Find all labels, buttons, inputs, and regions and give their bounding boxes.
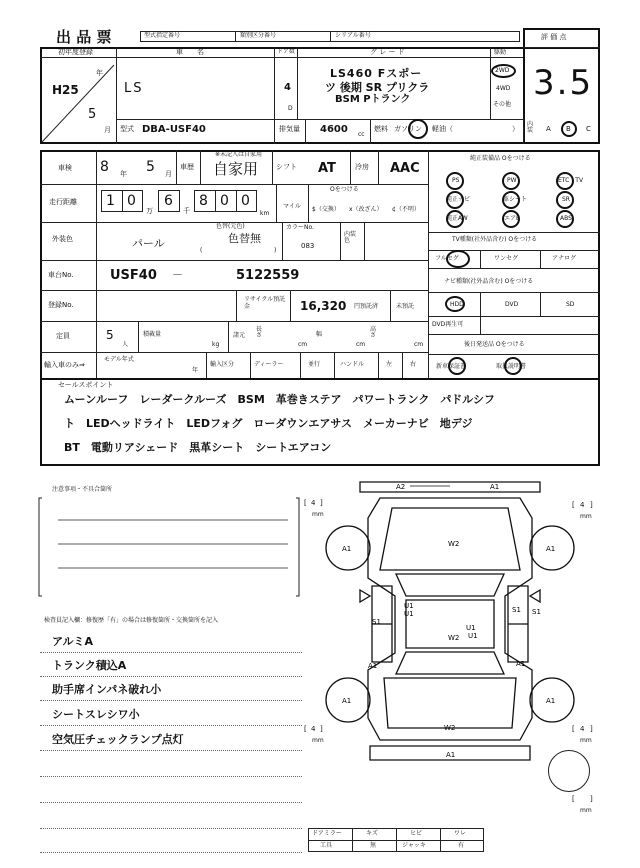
nav-hdd: HDD bbox=[450, 301, 464, 308]
car-name: LS bbox=[124, 81, 144, 96]
tread-rr: 4 bbox=[580, 725, 585, 733]
color-change-value: 色替無 bbox=[228, 232, 261, 245]
drive-4wd: 4WD bbox=[496, 85, 511, 92]
post-title: 後日発送品 Oをつける bbox=[464, 341, 525, 348]
chassis-dash: － bbox=[172, 268, 183, 281]
sales-points-label: セールスポイント bbox=[58, 381, 114, 389]
mileage-digit-4: 8 bbox=[199, 193, 208, 209]
genuine-title: 純正装備品 Oをつける bbox=[470, 155, 531, 162]
legend-crack: ヒビ bbox=[410, 830, 423, 837]
tv-title: TV種類(社外品含む) Oをつける bbox=[452, 236, 538, 243]
grade-line-3: BSM Pトランク bbox=[335, 94, 411, 105]
capacity-value: 5 bbox=[106, 328, 114, 342]
mile-label: マイル bbox=[283, 203, 301, 210]
name-label: 車 名 bbox=[176, 48, 204, 56]
first-reg-era: H25 bbox=[52, 83, 79, 97]
grade-line-2: ツ 後期 SR プリクラ bbox=[325, 81, 430, 94]
model-year-unit: 年 bbox=[192, 367, 199, 374]
note-3: 助手席インパネ破れ小 bbox=[52, 683, 162, 696]
mark-w2-trunk: W2 bbox=[444, 724, 456, 732]
model-type: DBA-USF40 bbox=[142, 124, 206, 135]
mark-w2-roof: W2 bbox=[448, 634, 460, 642]
color-value: パール bbox=[132, 237, 165, 250]
mile-option-tampered: x（改ざん） bbox=[349, 206, 383, 213]
interior-color-label: 内装色 bbox=[344, 231, 357, 244]
note-4: シートスレシワ小 bbox=[52, 708, 140, 721]
chassis-prefix: USF40 bbox=[110, 268, 157, 283]
displacement-label: 排気量 bbox=[279, 125, 300, 133]
equip-navi: 純正ナビ bbox=[446, 196, 471, 203]
color-no-value: 083 bbox=[301, 242, 315, 250]
tread-fr: 4 bbox=[580, 501, 585, 509]
fuel-circle bbox=[408, 119, 428, 139]
doors-label: ドア数 bbox=[277, 48, 295, 55]
equip-etc-tv: ETC・TV bbox=[558, 177, 584, 184]
tread-rl-mm: mm bbox=[312, 737, 324, 744]
serial-label: シリアル番号 bbox=[335, 32, 371, 39]
note-5: 空気圧チェックランプ点灯 bbox=[52, 733, 184, 746]
legend-tools-none: 無 bbox=[370, 842, 377, 849]
height-label: 高さ bbox=[370, 326, 377, 339]
equip-ps: PS bbox=[452, 177, 460, 184]
legend-jack-yes: 有 bbox=[458, 842, 465, 849]
tv-oneseg: ワンセグ bbox=[494, 255, 519, 262]
mark-s1-right-a: S1 bbox=[512, 606, 521, 614]
inspector-label: 検査員記入欄：修復歴「有」の場合は修復箇所・交換箇所を記入 bbox=[44, 617, 219, 624]
doors-unit: D bbox=[288, 105, 293, 112]
month-label: 月 bbox=[104, 126, 111, 134]
first-reg-month: 5 bbox=[88, 107, 97, 122]
len-label: 長さ bbox=[256, 326, 263, 339]
shaken-month: 5 bbox=[146, 159, 155, 175]
diesel-label: 軽油（ bbox=[432, 125, 453, 133]
mark-u1-a: U1 bbox=[404, 602, 414, 610]
model-designation-label: 型式指定番号 bbox=[144, 32, 181, 39]
drive-2wd: 2WD bbox=[495, 67, 510, 74]
legend-scratch: キズ bbox=[366, 830, 378, 837]
interior-b-circle bbox=[561, 121, 577, 137]
color-change-label: 色替(元色) bbox=[216, 223, 245, 230]
color-label: 外装色 bbox=[52, 235, 73, 243]
equip-pw: PW bbox=[507, 177, 517, 184]
mileage-digit-5: 0 bbox=[220, 193, 229, 209]
equip-airbag: エアB bbox=[504, 215, 521, 222]
import-right: 右 bbox=[410, 361, 417, 368]
model-year-label: モデル年式 bbox=[104, 356, 134, 363]
height-cm: cm bbox=[414, 341, 424, 348]
recycle-label: リサイクル預託金 bbox=[244, 296, 286, 311]
strike-line bbox=[40, 57, 116, 144]
ac-value: AAC bbox=[390, 161, 420, 176]
load-kg: kg bbox=[212, 341, 220, 348]
mark-a1-rl-wheel: A1 bbox=[342, 697, 352, 705]
interior-b: B bbox=[566, 125, 571, 133]
mark-a1-left-rear: A1 bbox=[368, 662, 378, 670]
equip-leather: 革シート bbox=[503, 196, 528, 203]
tread-fl-mm: mm bbox=[312, 511, 324, 518]
mark-w2-hood: W2 bbox=[448, 540, 460, 548]
post-manual: 取扱説明書 bbox=[496, 363, 527, 370]
mile-option-unknown: ¢（不明） bbox=[392, 206, 420, 213]
drive-other: その他 bbox=[493, 101, 512, 108]
capacity-unit: 人 bbox=[122, 341, 129, 348]
displacement: 4600 bbox=[320, 124, 348, 135]
km-unit: km bbox=[260, 210, 270, 217]
nav-sd: SD bbox=[566, 301, 575, 308]
legend-break: ワレ bbox=[454, 830, 467, 837]
width-label: 幅 bbox=[316, 331, 323, 338]
interior-c: C bbox=[586, 125, 591, 133]
recycle-unit: 円預託済 bbox=[354, 303, 379, 310]
mark-a1-right-rear: A1 bbox=[516, 660, 526, 668]
first-reg-label: 初年度登録 bbox=[58, 48, 93, 56]
import-only-label: 輸入車のみ⇒ bbox=[44, 361, 85, 369]
paren-open: ( bbox=[200, 247, 203, 254]
notes-label: 注意事項・不具合箇所 bbox=[52, 486, 113, 493]
history-note: ※未記入は自家用 bbox=[215, 151, 263, 158]
shaken-label: 車検 bbox=[58, 164, 72, 172]
mileage-digit-3: 6 bbox=[164, 193, 173, 209]
capacity-label: 定員 bbox=[56, 332, 70, 340]
chassis-number: 5122559 bbox=[236, 268, 300, 283]
interior-label: 内装 bbox=[527, 121, 534, 134]
cc-unit: cc bbox=[358, 131, 365, 138]
interior-a: A bbox=[546, 125, 551, 133]
ac-label: 冷房 bbox=[355, 163, 369, 171]
import-handle: ハンドル bbox=[340, 361, 365, 368]
sales-line-3: BT 電動リアシェード 黒革シート シートエアコン bbox=[64, 441, 332, 454]
shift-label: シフト bbox=[276, 163, 297, 171]
paren-close: ) bbox=[274, 247, 277, 254]
fuel-label: 燃料 bbox=[374, 125, 388, 133]
chassis-label: 車台No. bbox=[48, 271, 74, 279]
width-cm: cm bbox=[356, 341, 366, 348]
dvd-playable: DVD再生可 bbox=[432, 321, 464, 328]
eval-score: 3.5 bbox=[533, 63, 594, 103]
drive-label: 駆動 bbox=[494, 49, 507, 56]
mileage-label: 走行距離 bbox=[49, 198, 77, 206]
mile-option-exchange: $（交換） bbox=[312, 206, 340, 213]
eval-points-label: 評 価 点 bbox=[541, 33, 567, 41]
len-cm: cm bbox=[298, 341, 308, 348]
mark-u1-d: U1 bbox=[468, 632, 478, 640]
note-1: アルミA bbox=[52, 635, 94, 648]
mark-s1-right-b: S1 bbox=[532, 608, 541, 616]
mark-a1-fr-wheel: A1 bbox=[546, 545, 556, 553]
mile-circle-note: Oをつける bbox=[330, 186, 359, 193]
sen-unit: 千 bbox=[183, 207, 190, 215]
mark-u1-c: U1 bbox=[466, 624, 476, 632]
import-left: 左 bbox=[386, 361, 393, 368]
spare-tire bbox=[548, 750, 590, 792]
legend-tools: 工具 bbox=[320, 842, 333, 849]
nav-title: ナビ種類(社外品含む) Oをつける bbox=[444, 278, 534, 285]
recycle-amount: 16,320 bbox=[300, 299, 347, 313]
shaken-year: 8 bbox=[100, 159, 109, 175]
tread-fr-mm: mm bbox=[580, 513, 592, 520]
diesel-close: ） bbox=[512, 125, 519, 133]
color-no-label: カラーNo. bbox=[286, 224, 314, 231]
tread-rl: 4 bbox=[311, 725, 316, 733]
load-label: 積載量 bbox=[143, 331, 162, 338]
import-parallel: 並行 bbox=[308, 361, 321, 368]
tv-analog: アナログ bbox=[552, 255, 577, 262]
dims-label: 諸元 bbox=[233, 332, 246, 339]
import-type-label: 輸入区分 bbox=[210, 361, 235, 368]
mileage-digit-1: 1 bbox=[106, 193, 115, 209]
tread-fl-open: [ bbox=[304, 499, 307, 507]
note-2: トランク積込A bbox=[52, 659, 127, 672]
mileage-digit-6: 0 bbox=[241, 193, 250, 209]
man-unit: 万 bbox=[146, 207, 153, 215]
fuel-gasoline: ガソリン bbox=[394, 125, 422, 133]
sales-line-2: ト LEDヘッドライト LEDフォグ ローダウンエアサス メーカーナビ 地デジ bbox=[64, 417, 473, 430]
tread-fl: 4 bbox=[311, 499, 316, 507]
grade-label: グ レ ー ド bbox=[370, 48, 405, 56]
recycle-unpaid: 未預託 bbox=[396, 303, 415, 310]
form-title: 出 品 票 bbox=[56, 28, 112, 46]
mark-a1-front: A1 bbox=[490, 483, 500, 491]
equip-sr: SR bbox=[562, 196, 570, 203]
mark-a2-front: A2 bbox=[396, 483, 406, 491]
notes-bracket bbox=[38, 492, 300, 602]
import-dealer: ディーラー bbox=[254, 361, 284, 368]
model-type-label: 型式 bbox=[120, 125, 134, 133]
shaken-month-unit: 月 bbox=[165, 170, 172, 178]
drive-2wd-circle bbox=[491, 64, 516, 78]
history-value: 自家用 bbox=[213, 160, 259, 178]
shaken-year-unit: 年 bbox=[120, 170, 127, 178]
equip-aw: 純正AW bbox=[446, 215, 468, 222]
post-warranty: 新車保証書 bbox=[436, 363, 467, 370]
mileage-digit-2: 0 bbox=[127, 193, 136, 209]
reg-no-label: 登録No. bbox=[48, 301, 74, 309]
mark-s1-left: S1 bbox=[372, 618, 381, 626]
nav-dvd: DVD bbox=[505, 301, 519, 308]
shift-value: AT bbox=[318, 161, 336, 176]
equip-abs: ABS bbox=[560, 215, 572, 222]
legend-mirror: ドアミラー bbox=[312, 830, 342, 837]
category-label: 類別区分番号 bbox=[240, 32, 277, 39]
grade-line-1: LS460 Fスポー bbox=[330, 67, 423, 80]
tv-fullseg: フルセグ bbox=[435, 255, 459, 262]
tread-rr-mm: mm bbox=[580, 737, 592, 744]
mark-a1-rr-wheel: A1 bbox=[546, 697, 556, 705]
year-label: 年 bbox=[96, 69, 103, 77]
mark-a1-rear: A1 bbox=[446, 751, 456, 759]
doors-value: 4 bbox=[284, 82, 291, 93]
legend-jack: ジャッキ bbox=[402, 842, 426, 849]
car-damage-diagram bbox=[300, 478, 600, 768]
mark-u1-b: U1 bbox=[404, 610, 414, 618]
mark-a1-fl-wheel: A1 bbox=[342, 545, 352, 553]
sales-line-1: ムーンルーフ レーダークルーズ BSM 革巻きステア パワートランク パドルシフ bbox=[64, 393, 495, 406]
history-label: 車歴 bbox=[180, 163, 194, 171]
spare-mm: mm bbox=[580, 807, 592, 814]
